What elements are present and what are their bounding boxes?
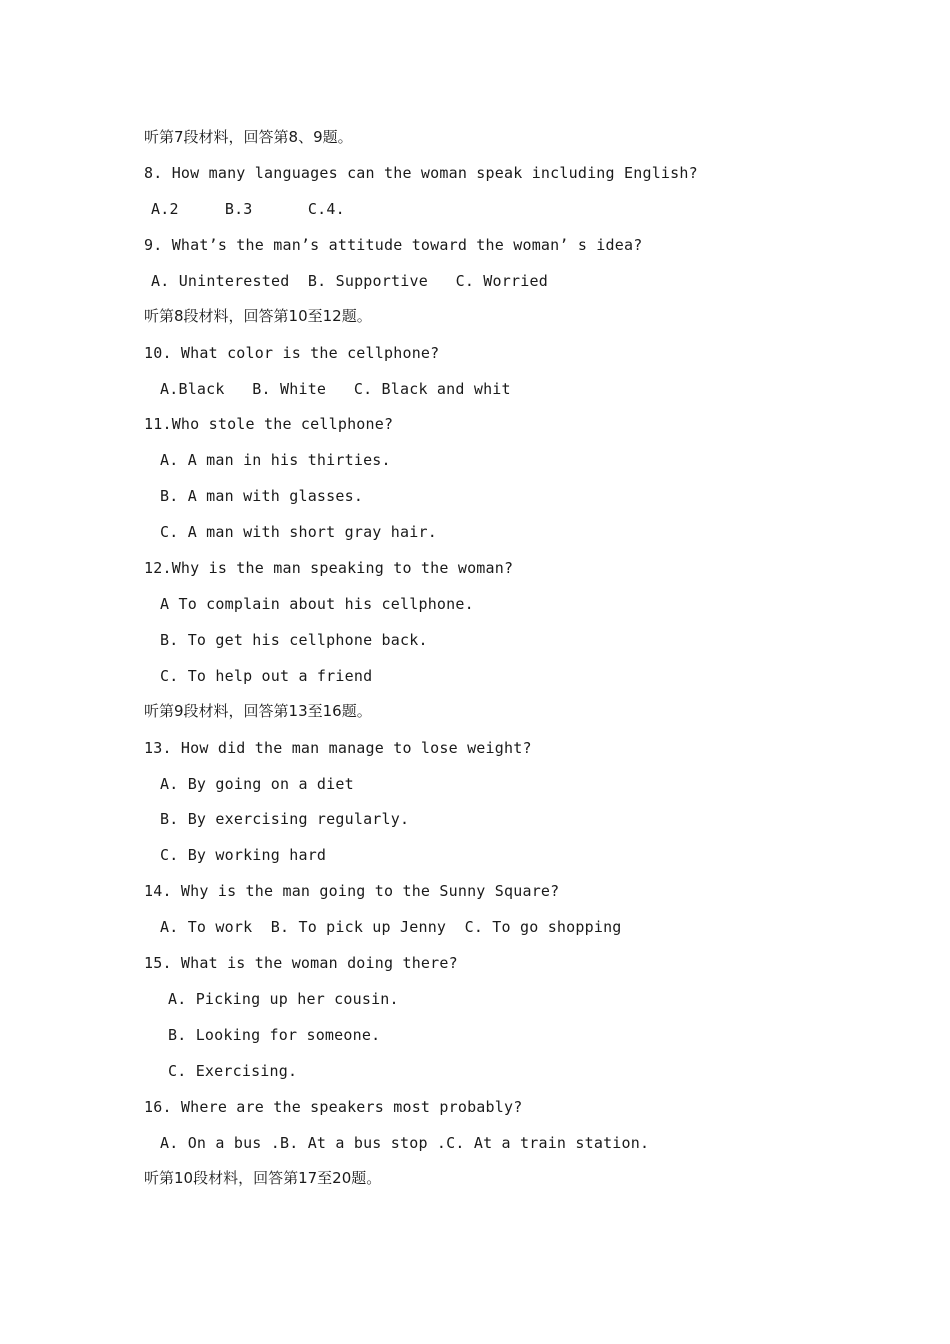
question-9: 9. What’s the man’s attitude toward the woman’ s idea?: [144, 236, 643, 254]
question-11-option-a: A. A man in his thirties.: [160, 451, 391, 469]
question-11-option-b: B. A man with glasses.: [160, 487, 364, 505]
question-9-options: A. Uninterested B. Supportive C. Worried: [151, 272, 548, 290]
question-10: 10. What color is the cellphone?: [144, 344, 440, 362]
question-16-options: A. On a bus .B. At a bus stop .C. At a train station.: [160, 1134, 650, 1152]
question-12-option-a: A To complain about his cellphone.: [160, 595, 474, 613]
question-16: 16. Where are the speakers most probably?: [144, 1098, 523, 1116]
question-12: 12.Why is the man speaking to the woman?: [144, 559, 514, 577]
question-8-options: A.2 B.3 C.4.: [151, 200, 345, 218]
question-11-option-c: C. A man with short gray hair.: [160, 523, 437, 541]
question-15-option-a: A. Picking up her cousin.: [168, 990, 399, 1008]
section-heading-8: 听第8段材料，回答第10至12题。: [144, 307, 372, 325]
question-15: 15. What is the woman doing there?: [144, 954, 458, 972]
question-12-option-b: B. To get his cellphone back.: [160, 631, 428, 649]
question-13: 13. How did the man manage to lose weight?: [144, 739, 532, 757]
question-13-option-c: C. By working hard: [160, 846, 327, 864]
section-heading-7: 听第7段材料，回答第8、9题。: [144, 128, 353, 146]
question-13-option-b: B. By exercising regularly.: [160, 810, 410, 828]
question-14-options: A. To work B. To pick up Jenny C. To go shopping: [160, 918, 622, 936]
question-13-option-a: A. By going on a diet: [160, 775, 354, 793]
section-heading-10: 听第10段材料，回答第17至20题。: [144, 1169, 382, 1187]
question-8: 8. How many languages can the woman speak including English?: [144, 164, 698, 182]
question-15-option-b: B. Looking for someone.: [168, 1026, 381, 1044]
section-heading-9: 听第9段材料，回答第13至16题。: [144, 702, 372, 720]
question-14: 14. Why is the man going to the Sunny Square?: [144, 882, 560, 900]
question-11: 11.Who stole the cellphone?: [144, 415, 394, 433]
question-10-options: A.Black B. White C. Black and whit: [160, 380, 511, 398]
question-15-option-c: C. Exercising.: [168, 1062, 298, 1080]
question-12-option-c: C. To help out a friend: [160, 667, 373, 685]
